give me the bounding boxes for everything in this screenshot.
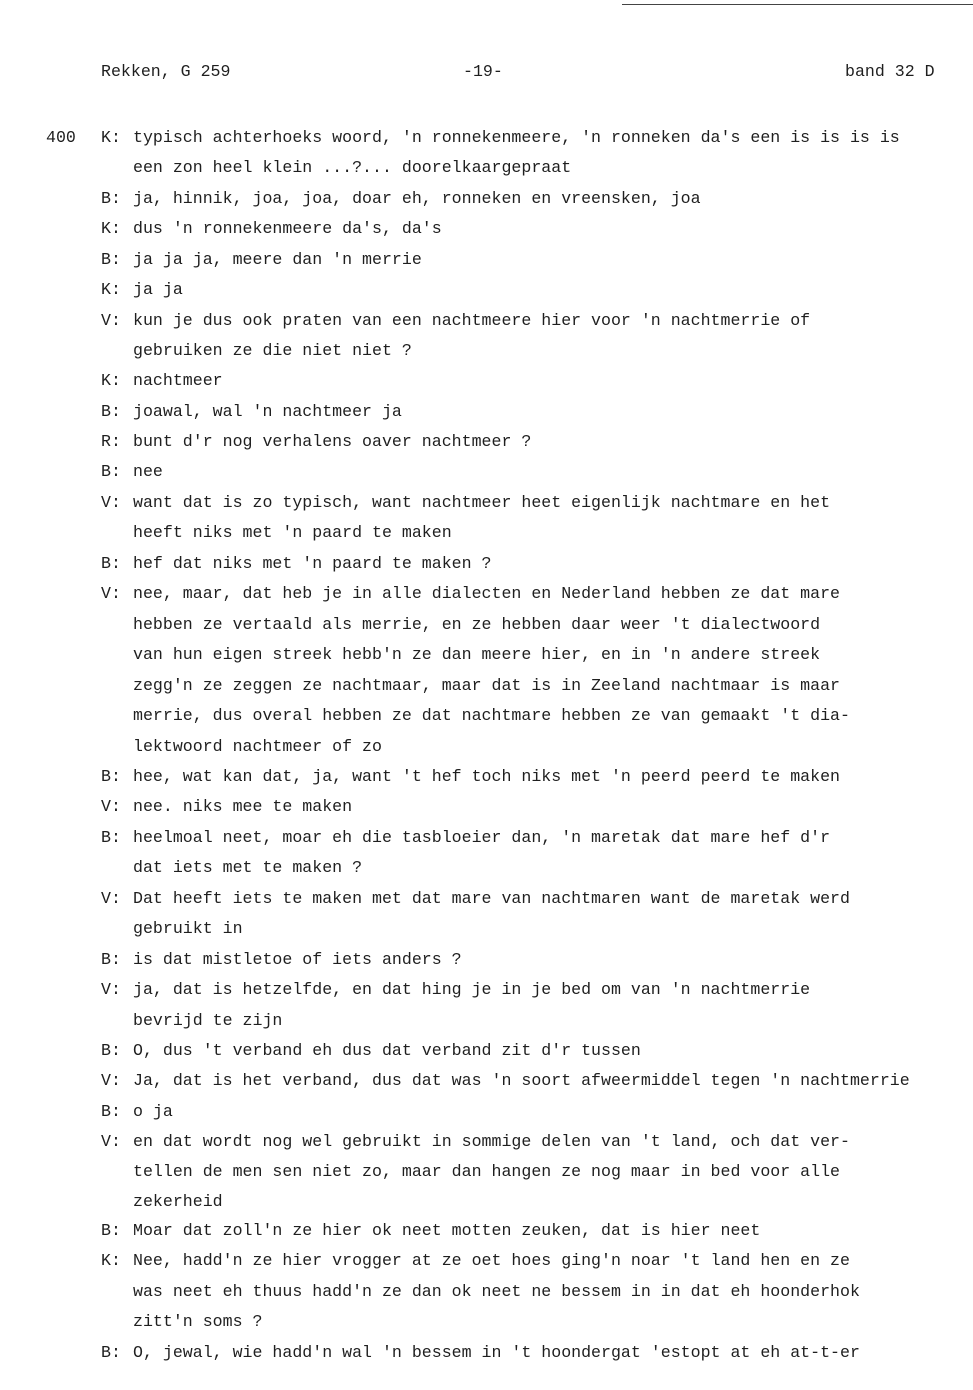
transcript-continuation-line — [133, 706, 850, 726]
utterance-text: ja ja — [133, 280, 183, 299]
utterance-text: ja, hinnik, joa, joa, doar eh, ronneken en vreensken, joa — [133, 189, 701, 208]
utterance-text: Nee, hadd'n ze hier vrogger at ze oet hoes ging'n noar 't land hen en ze — [133, 1251, 850, 1270]
transcript-continuation-line — [133, 1162, 840, 1182]
transcript-line — [101, 493, 830, 513]
transcript-line — [101, 219, 442, 239]
speaker-label: V: — [101, 311, 121, 330]
utterance-text: dus 'n ronnekenmeere da's, da's — [133, 219, 442, 238]
utterance-text: nee, maar, dat heb je in alle dialecten en Nederland hebben ze dat mare — [133, 584, 841, 603]
transcript-line — [101, 280, 183, 300]
transcript-continuation-line — [133, 523, 452, 543]
speaker-label: B: — [101, 402, 121, 421]
speaker-label: B: — [101, 462, 121, 481]
transcript-line — [101, 584, 840, 604]
transcript-continuation-line — [133, 645, 820, 665]
transcript-line — [101, 1221, 760, 1241]
utterance-text: zegg'n ze zeggen ze nachtmaar, maar dat is in Zeeland nachtmaar is maar — [133, 676, 841, 695]
transcript-continuation-line — [133, 858, 362, 878]
utterance-text: en dat wordt nog wel gebruikt in sommige delen van 't land, och dat ver- — [133, 1132, 850, 1151]
transcript-line — [101, 980, 810, 1000]
utterance-text: o ja — [133, 1102, 173, 1121]
transcript-line — [101, 311, 810, 331]
utterance-text: Moar dat zoll'n ze hier ok neet motten zeuken, dat is hier neet — [133, 1221, 761, 1240]
utterance-text: hef dat niks met 'n paard te maken ? — [133, 554, 492, 573]
transcript-line — [101, 250, 422, 270]
transcript-line — [101, 950, 462, 970]
speaker-label: B: — [101, 1041, 121, 1060]
speaker-label: B: — [101, 767, 121, 786]
utterance-text: kun je dus ook praten van een nachtmeere hier voor 'n nachtmerrie of — [133, 311, 811, 330]
transcript-continuation-line — [133, 1192, 223, 1212]
transcript-continuation-line — [133, 1282, 860, 1302]
speaker-label: V: — [101, 980, 121, 999]
speaker-label: B: — [101, 950, 121, 969]
speaker-label: V: — [101, 797, 121, 816]
utterance-text: tellen de men sen niet zo, maar dan hangen ze nog maar in bed voor alle — [133, 1162, 841, 1181]
utterance-text: een zon heel klein ...?... doorelkaargepraat — [133, 158, 572, 177]
transcript-line — [101, 1041, 641, 1061]
transcript-line — [101, 1132, 850, 1152]
utterance-text: zitt'n soms ? — [133, 1312, 263, 1331]
utterance-text: ja ja ja, meere dan 'n merrie — [133, 250, 422, 269]
utterance-text: nee — [133, 462, 163, 481]
transcript-line — [101, 1071, 910, 1091]
transcript-line — [101, 371, 223, 391]
utterance-text: nachtmeer — [133, 371, 223, 390]
header-location: Rekken, G 259 — [101, 62, 231, 81]
speaker-label: V: — [101, 1132, 121, 1151]
transcript-line — [101, 1102, 173, 1122]
transcript-line — [101, 1251, 850, 1271]
transcript-continuation-line — [133, 1312, 262, 1332]
utterance-text: O, jewal, wie hadd'n wal 'n bessem in 't hoondergat 'estopt at eh at-t-er — [133, 1343, 860, 1362]
speaker-label: V: — [101, 1071, 121, 1090]
top-rule-line — [622, 4, 973, 5]
utterance-text: bunt d'r nog verhalens oaver nachtmeer ? — [133, 432, 532, 451]
page-number: -19- — [463, 62, 503, 81]
transcript-continuation-line — [133, 676, 840, 696]
utterance-text: O, dus 't verband eh dus dat verband zit d'r tussen — [133, 1041, 641, 1060]
transcript-line — [101, 767, 840, 787]
utterance-text: typisch achterhoeks woord, 'n ronnekenmeere, 'n ronneken da's een is is is is — [133, 128, 900, 147]
utterance-text: lektwoord nachtmeer of zo — [133, 737, 382, 756]
speaker-label: K: — [101, 371, 121, 390]
speaker-label: K: — [101, 219, 121, 238]
transcript-line — [101, 432, 531, 452]
transcript-line — [101, 402, 402, 422]
speaker-label: V: — [101, 889, 121, 908]
speaker-label: R: — [101, 432, 121, 451]
utterance-text: gebruiken ze die niet niet ? — [133, 341, 412, 360]
transcript-continuation-line — [133, 737, 382, 757]
transcript-continuation-line — [133, 919, 243, 939]
transcript-line — [101, 889, 850, 909]
utterance-text: gebruikt in — [133, 919, 243, 938]
transcript-line — [101, 128, 900, 148]
tape-counter-marker: 400 — [46, 128, 76, 147]
transcript-line — [101, 189, 701, 209]
speaker-label: V: — [101, 493, 121, 512]
utterance-text: heelmoal neet, moar eh die tasbloeier dan, 'n maretak dat mare hef d'r — [133, 828, 831, 847]
transcript-continuation-line — [133, 1011, 282, 1031]
speaker-label: B: — [101, 1343, 121, 1362]
transcript-continuation-line — [133, 158, 571, 178]
utterance-text: heeft niks met 'n paard te maken — [133, 523, 452, 542]
transcript-line — [101, 1343, 860, 1363]
utterance-text: hebben ze vertaald als merrie, en ze hebben daar weer 't dialectwoord — [133, 615, 821, 634]
utterance-text: Dat heeft iets te maken met dat mare van nachtmaren want de maretak werd — [133, 889, 850, 908]
speaker-label: K: — [101, 280, 121, 299]
utterance-text: merrie, dus overal hebben ze dat nachtmare hebben ze van gemaakt 't dia- — [133, 706, 850, 725]
utterance-text: zekerheid — [133, 1192, 223, 1211]
transcript-line — [101, 828, 830, 848]
utterance-text: is dat mistletoe of iets anders ? — [133, 950, 462, 969]
utterance-text: dat iets met te maken ? — [133, 858, 363, 877]
transcript-line — [101, 554, 491, 574]
utterance-text: Ja, dat is het verband, dus dat was 'n soort afweermiddel tegen 'n nachtmerrie — [133, 1071, 910, 1090]
utterance-text: van hun eigen streek hebb'n ze dan meere hier, en in 'n andere streek — [133, 645, 821, 664]
utterance-text: hee, wat kan dat, ja, want 't hef toch niks met 'n peerd peerd te maken — [133, 767, 841, 786]
speaker-label: K: — [101, 1251, 121, 1270]
utterance-text: joawal, wal 'n nachtmeer ja — [133, 402, 402, 421]
speaker-label: B: — [101, 1102, 121, 1121]
utterance-text: want dat is zo typisch, want nachtmeer heet eigenlijk nachtmare en het — [133, 493, 831, 512]
utterance-text: bevrijd te zijn — [133, 1011, 283, 1030]
transcript-continuation-line — [133, 341, 412, 361]
speaker-label: B: — [101, 554, 121, 573]
speaker-label: B: — [101, 250, 121, 269]
transcript-line — [101, 462, 163, 482]
transcript-line — [101, 797, 352, 817]
utterance-text: was neet eh thuus hadd'n ze dan ok neet ne bessem in in dat eh hoonderhok — [133, 1282, 860, 1301]
transcript-continuation-line — [133, 615, 820, 635]
speaker-label: B: — [101, 828, 121, 847]
tape-reference: band 32 D — [845, 62, 935, 81]
speaker-label: B: — [101, 1221, 121, 1240]
speaker-label: B: — [101, 189, 121, 208]
speaker-label: V: — [101, 584, 121, 603]
utterance-text: nee. niks mee te maken — [133, 797, 353, 816]
speaker-label: K: — [101, 128, 121, 147]
utterance-text: ja, dat is hetzelfde, en dat hing je in je bed om van 'n nachtmerrie — [133, 980, 811, 999]
